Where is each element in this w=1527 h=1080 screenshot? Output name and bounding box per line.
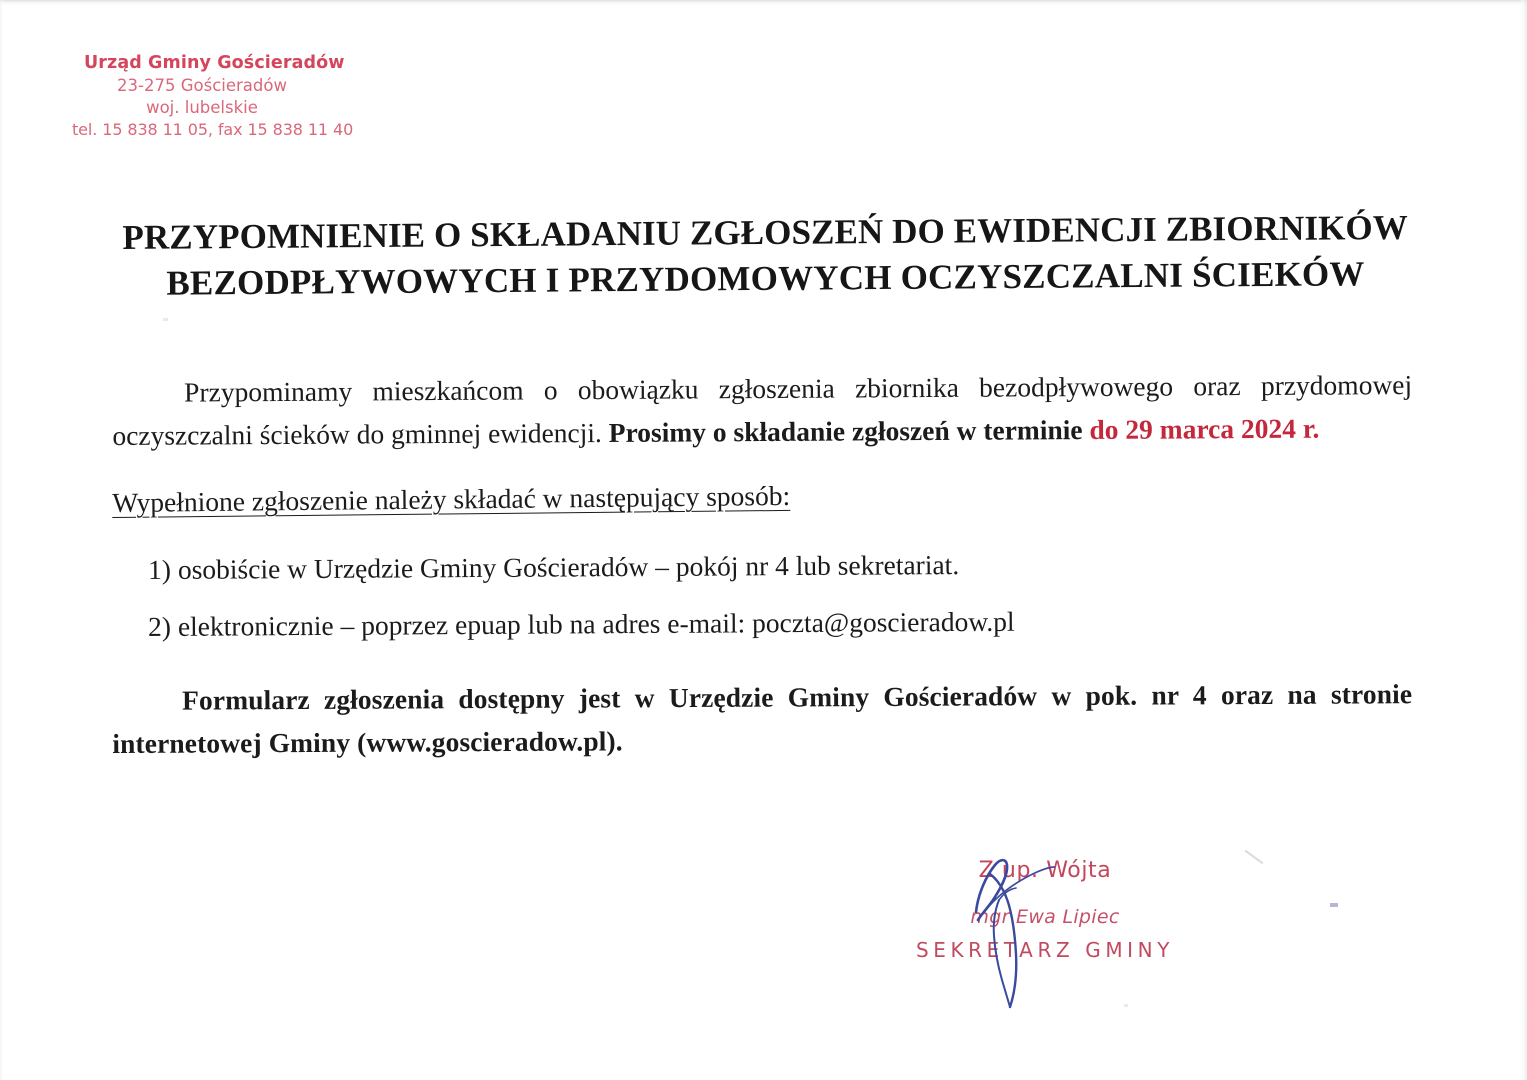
list-item: 1) osobiście w Urzędzie Gminy Gościeradów – pokój nr 4 lub sekretariat. xyxy=(148,548,960,585)
deadline-date: do 29 marca 2024 r. xyxy=(1089,412,1320,445)
signature-name: mgr Ewa Lipiec xyxy=(970,906,1120,928)
intro-plain-text: Przypominamy mieszkańcom o obowiązku zgłoszenia zbiornika bezodpływowego oraz przydomowej oczyszczalni ścieków do gminnej ewidencji. xyxy=(112,369,1413,451)
page-title-line-2: BEZODPŁYWOWYCH I PRZYDOMOWYCH OCZYSZCZALNI ŚCIEKÓW xyxy=(166,254,1365,303)
document-body xyxy=(112,369,1413,772)
scan-artifact xyxy=(163,318,168,321)
scan-artifact xyxy=(1330,903,1338,907)
intro-bold-text: Prosimy o składanie zgłoszeń w terminie xyxy=(608,413,1090,448)
signature-title: SEKRETARZ GMINY xyxy=(915,938,1175,962)
form-availability-paragraph: Formularz zgłoszenia dostępny jest w Urzędzie Gminy Gościeradów w pok. nr 4 oraz na stronie internetowej Gminy (www.goscieradow.pl). xyxy=(112,678,1413,760)
page-title xyxy=(120,205,1411,306)
page-title-line-1: PRZYPOMNIENIE O SKŁADANIU ZGŁOSZEŃ DO EWIDENCJI ZBIORNIKÓW xyxy=(122,208,1409,258)
signature-block xyxy=(880,860,1210,1010)
letterhead-address: 23-275 Gościeradów xyxy=(117,76,287,96)
letterhead-region: woj. lubelskie xyxy=(146,97,258,117)
scan-edge-left xyxy=(0,0,3,1080)
signature-stamp xyxy=(880,860,1210,960)
intro-paragraph xyxy=(112,364,1412,458)
submission-sub-heading: Wypełnione zgłoszenie należy składać w następujący sposób: xyxy=(112,479,791,518)
scan-artifact xyxy=(1245,850,1264,865)
scan-artifact xyxy=(1124,1004,1128,1007)
letterhead-stamp xyxy=(72,52,354,140)
scan-edge-top xyxy=(0,0,1527,5)
letterhead-contact: tel. 15 838 11 05, fax 15 838 11 40 xyxy=(72,119,354,139)
scan-edge-right xyxy=(1521,0,1527,1080)
list-item: 2) elektronicznie – poprzez epuap lub na adres e-mail: poczta@goscieradow.pl xyxy=(148,605,1015,642)
submission-options-list xyxy=(112,549,1412,649)
letterhead-organization: Urząd Gminy Gościeradów xyxy=(84,53,345,73)
signature-role-prefix: Z up. Wójta xyxy=(978,858,1112,883)
